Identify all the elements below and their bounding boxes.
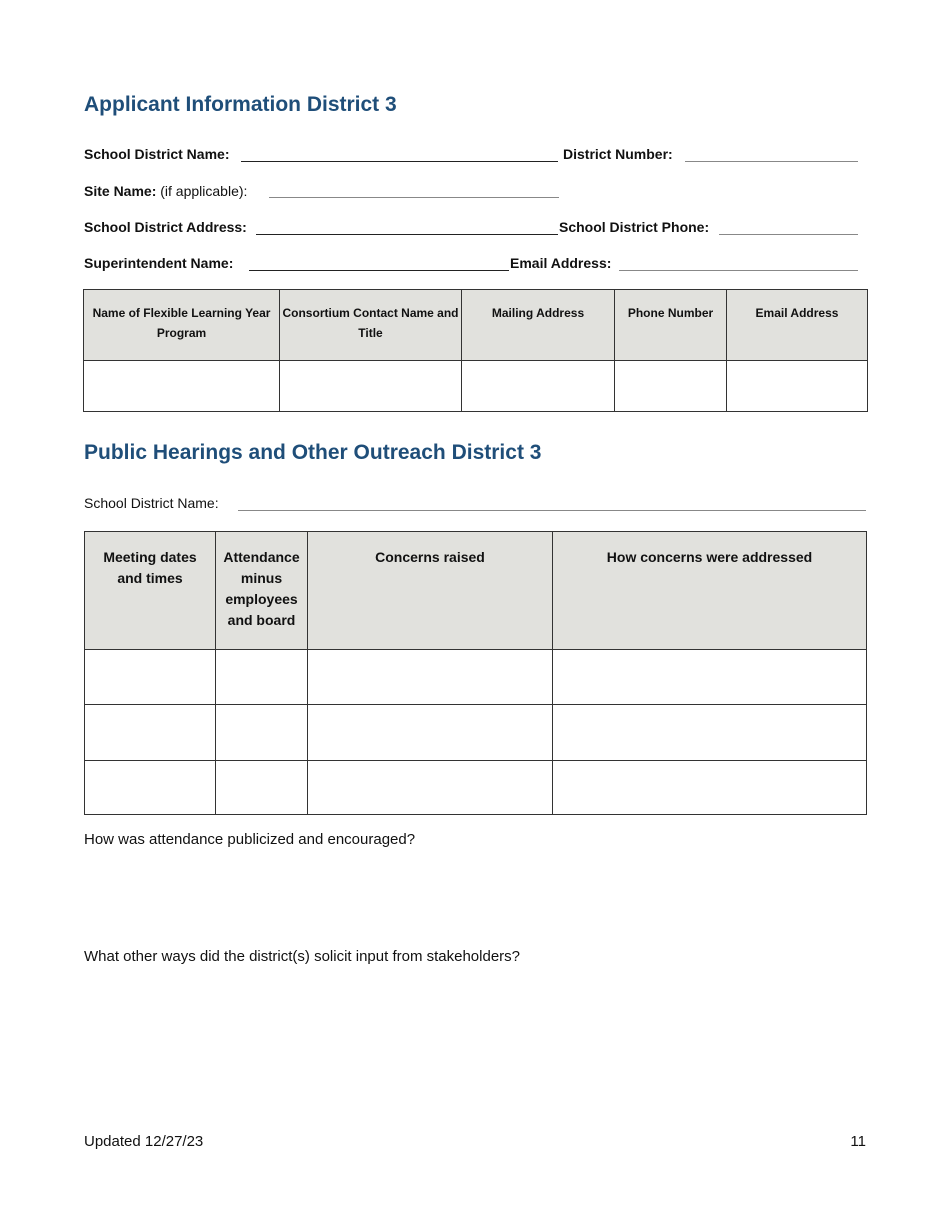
table-header-row [84, 290, 868, 361]
header-program-name: Name of Flexible Learning Year Program [84, 290, 280, 361]
email-address-field[interactable] [619, 270, 858, 271]
school-district-phone-label: School District Phone: [559, 219, 710, 235]
cell-concerns-addressed[interactable] [553, 761, 867, 815]
table-header-row [85, 532, 867, 650]
cell-program-name[interactable] [84, 361, 280, 412]
cell-attendance[interactable] [216, 761, 308, 815]
section-title-applicant-information: Applicant Information District 3 [84, 93, 397, 116]
header-concerns-addressed: How concerns were addressed [553, 532, 867, 650]
header-phone-number: Phone Number [615, 290, 727, 361]
outreach-school-district-name-field[interactable] [238, 510, 866, 511]
school-district-phone-field[interactable] [719, 234, 858, 235]
table-row [85, 650, 867, 705]
header-consortium-contact: Consortium Contact Name and Title [280, 290, 462, 361]
table-row [85, 761, 867, 815]
cell-attendance[interactable] [216, 650, 308, 705]
question-attendance-publicized: How was attendance publicized and encouraged? [84, 831, 416, 848]
cell-concerns-raised[interactable] [308, 650, 553, 705]
superintendent-name-label: Superintendent Name: [84, 255, 234, 271]
table-row [84, 361, 868, 412]
header-concerns-raised: Concerns raised [308, 532, 553, 650]
cell-meeting-dates[interactable] [85, 705, 216, 761]
school-district-name-label: School District Name: [84, 146, 230, 162]
cell-meeting-dates[interactable] [85, 761, 216, 815]
outreach-school-district-name-label: School District Name: [84, 495, 219, 511]
email-address-label: Email Address: [510, 255, 612, 271]
cell-email-address[interactable] [727, 361, 868, 412]
header-mailing-address: Mailing Address [462, 290, 615, 361]
school-district-address-label: School District Address: [84, 219, 247, 235]
cell-concerns-raised[interactable] [308, 761, 553, 815]
cell-concerns-addressed[interactable] [553, 705, 867, 761]
cell-attendance[interactable] [216, 705, 308, 761]
table-row [85, 705, 867, 761]
header-email-address: Email Address [727, 290, 868, 361]
site-name-field[interactable] [269, 197, 559, 198]
district-number-field[interactable] [685, 161, 858, 162]
district-number-label: District Number: [563, 146, 673, 162]
cell-meeting-dates[interactable] [85, 650, 216, 705]
cell-concerns-addressed[interactable] [553, 650, 867, 705]
superintendent-name-field[interactable] [249, 270, 509, 271]
section-title-public-hearings: Public Hearings and Other Outreach District 3 [84, 441, 542, 464]
footer-updated-date: Updated 12/27/23 [84, 1133, 204, 1150]
header-attendance: Attendance minus employees and board [216, 532, 308, 650]
public-hearings-table [84, 531, 867, 815]
question-solicit-input: What other ways did the district(s) solicit input from stakeholders? [84, 948, 521, 965]
footer-page-number: 11 [850, 1133, 866, 1150]
cell-phone-number[interactable] [615, 361, 727, 412]
school-district-name-field[interactable] [241, 161, 558, 162]
program-contact-table [83, 289, 868, 412]
site-name-label: Site Name: (if applicable): [84, 183, 248, 199]
site-name-note: (if applicable): [160, 183, 248, 199]
cell-concerns-raised[interactable] [308, 705, 553, 761]
cell-consortium-contact[interactable] [280, 361, 462, 412]
cell-mailing-address[interactable] [462, 361, 615, 412]
school-district-address-field[interactable] [256, 234, 558, 235]
header-meeting-dates: Meeting dates and times [85, 532, 216, 650]
